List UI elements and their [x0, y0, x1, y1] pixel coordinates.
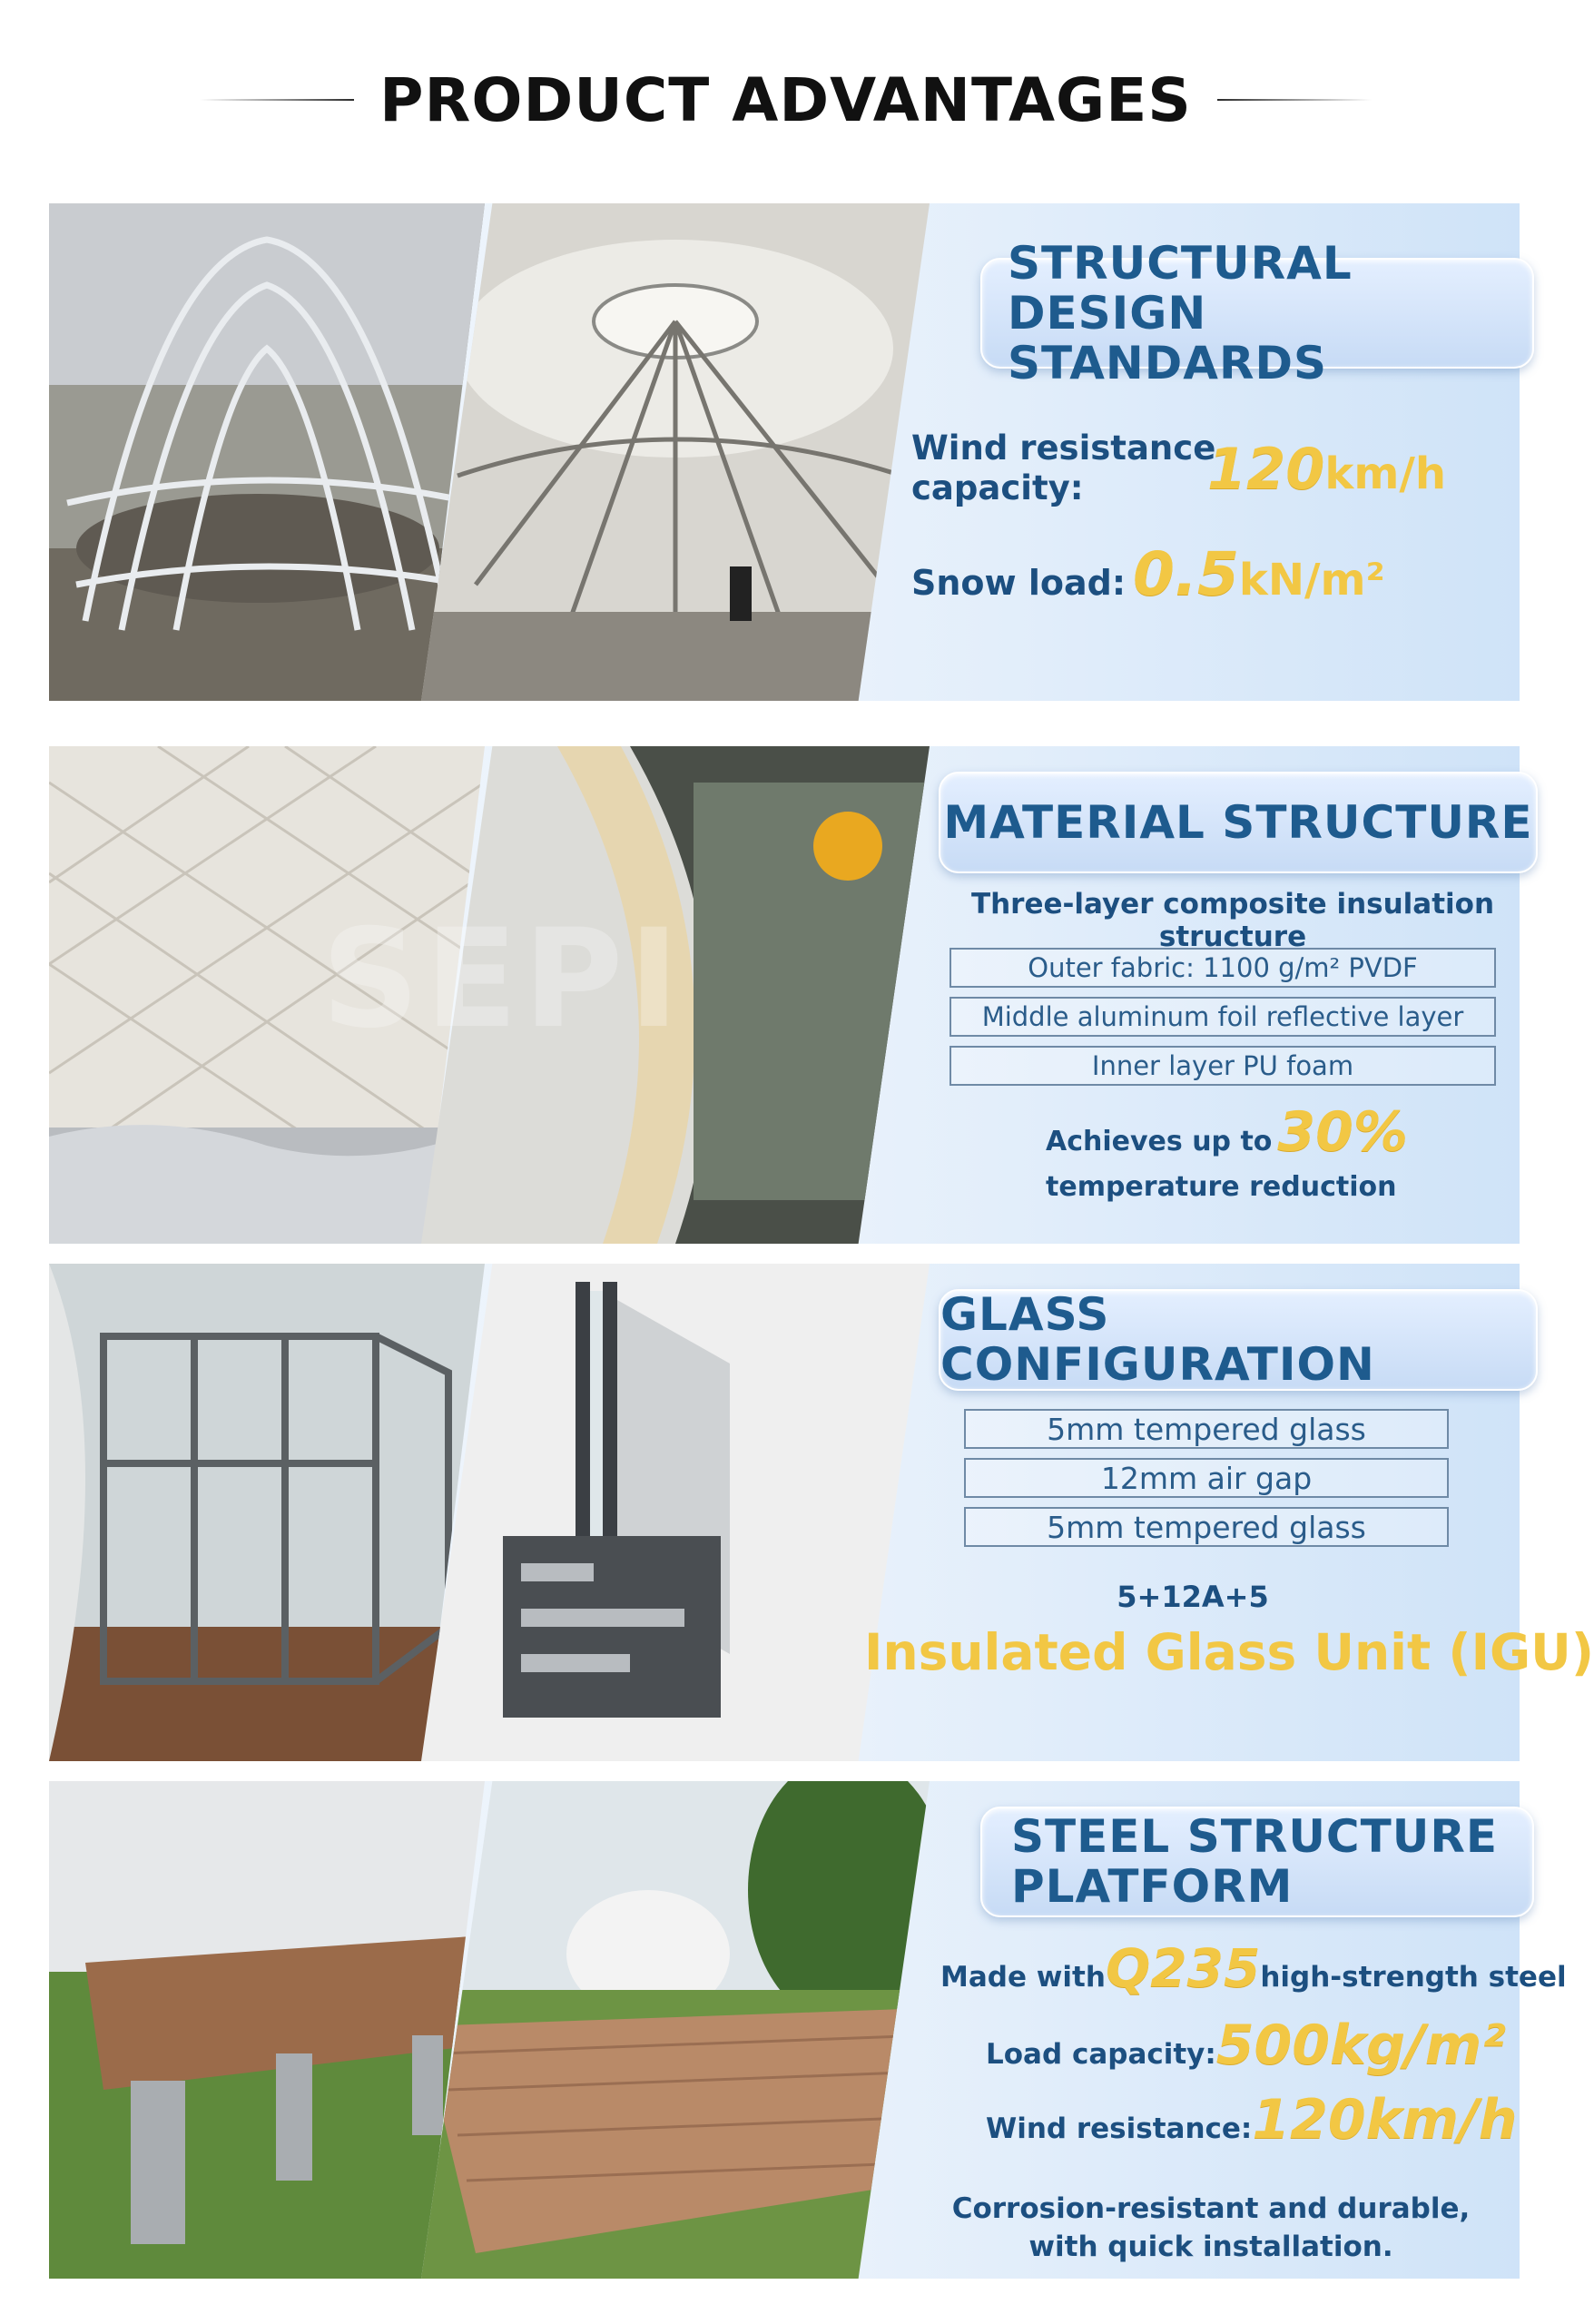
header-divider-right — [1217, 99, 1372, 101]
glass-title-box — [939, 1289, 1538, 1391]
deck-platform-photo — [49, 1781, 485, 2279]
steel-structure-panel — [49, 1781, 1567, 2279]
structural-title-line2: STANDARDS — [1008, 336, 1327, 389]
brand-watermark: SEPI — [321, 901, 685, 1059]
temperature-reduction — [1046, 1100, 1408, 1164]
wind-label-line2: capacity: — [911, 468, 1084, 507]
structural-title — [1008, 236, 1532, 389]
wind-resistance-label — [911, 428, 1215, 508]
glass-layer-outer: 5mm tempered glass — [964, 1409, 1449, 1449]
made-prefix: Made with — [940, 1961, 1106, 1994]
steel-grade-line — [940, 1937, 1567, 1999]
structural-design-panel — [49, 203, 1520, 701]
steel-wind-label: Wind resistance: — [986, 2112, 1253, 2145]
wind-number: 120 — [1207, 436, 1325, 502]
igu-name: Insulated Glass Unit (IGU) — [864, 1623, 1594, 1681]
wind-resistance-value — [1207, 436, 1446, 502]
structural-title-box — [980, 236, 1534, 389]
steel-title — [1011, 1812, 1498, 1912]
steel-footer-line2: with quick installation. — [1028, 2230, 1393, 2263]
material-title-box — [939, 772, 1538, 873]
steel-title-line2: PLATFORM — [1011, 1860, 1294, 1913]
steel-title-line1: STEEL STRUCTURE — [1011, 1810, 1498, 1863]
wind-label-line1: Wind resistance — [911, 428, 1216, 468]
material-info — [866, 746, 1533, 1244]
material-structure-panel — [49, 746, 1533, 1244]
outdoor-deck-photo — [421, 1781, 930, 2279]
layer-aluminum-foil: Middle aluminum foil reflective layer — [950, 997, 1496, 1037]
material-title: MATERIAL STRUCTURE — [943, 795, 1533, 849]
structural-title-line1: STRUCTURAL DESIGN — [1008, 236, 1353, 340]
steel-footer-note — [893, 2190, 1529, 2266]
load-value: 500kg/m² — [1215, 2014, 1506, 2077]
snow-load-value — [1133, 539, 1385, 609]
glass-air-gap: 12mm air gap — [964, 1458, 1449, 1498]
glass-info — [864, 1264, 1594, 1761]
glass-configuration-panel — [49, 1264, 1594, 1761]
page-title: PRODUCT ADVANTAGES — [379, 64, 1192, 135]
steel-wind-value: 120km/h — [1252, 2088, 1518, 2152]
glass-title: GLASS CONFIGURATION — [940, 1288, 1375, 1391]
reduction-value: 30% — [1277, 1100, 1409, 1164]
wind-unit: km/h — [1324, 448, 1447, 499]
layer-outer-fabric: Outer fabric: 1100 g/m² PVDF — [950, 948, 1496, 988]
made-suffix: high-strength steel — [1260, 1961, 1567, 1994]
header-divider-left — [200, 99, 354, 101]
window-profile-photo — [421, 1264, 930, 1761]
steel-wind-line — [986, 2088, 1518, 2152]
dome-frame-photo — [49, 203, 485, 701]
snow-unit: kN/m² — [1238, 555, 1385, 606]
steel-footer-line1: Corrosion-resistant and durable, — [951, 2192, 1471, 2225]
steel-grade: Q235 — [1105, 1937, 1261, 1999]
dome-interior-photo — [421, 203, 930, 701]
load-capacity-line — [986, 2014, 1506, 2077]
snow-number: 0.5 — [1133, 539, 1239, 609]
reduction-prefix: Achieves up to — [1046, 1126, 1273, 1157]
steel-info — [866, 1781, 1567, 2279]
load-label: Load capacity: — [986, 2038, 1216, 2071]
snow-load-label: Snow load: — [911, 563, 1127, 603]
structural-info — [866, 203, 1520, 701]
page-header — [0, 54, 1571, 145]
insulation-subtitle: Three-layer composite insulation structure — [970, 888, 1495, 953]
layer-pu-foam: Inner layer PU foam — [950, 1046, 1496, 1086]
glass-layer-inner: 5mm tempered glass — [964, 1507, 1449, 1547]
reduction-suffix: temperature reduction — [1046, 1171, 1397, 1203]
glass-formula: 5+12A+5 — [1117, 1580, 1269, 1614]
glass-door-photo — [49, 1264, 485, 1761]
steel-title-box — [980, 1807, 1534, 1917]
